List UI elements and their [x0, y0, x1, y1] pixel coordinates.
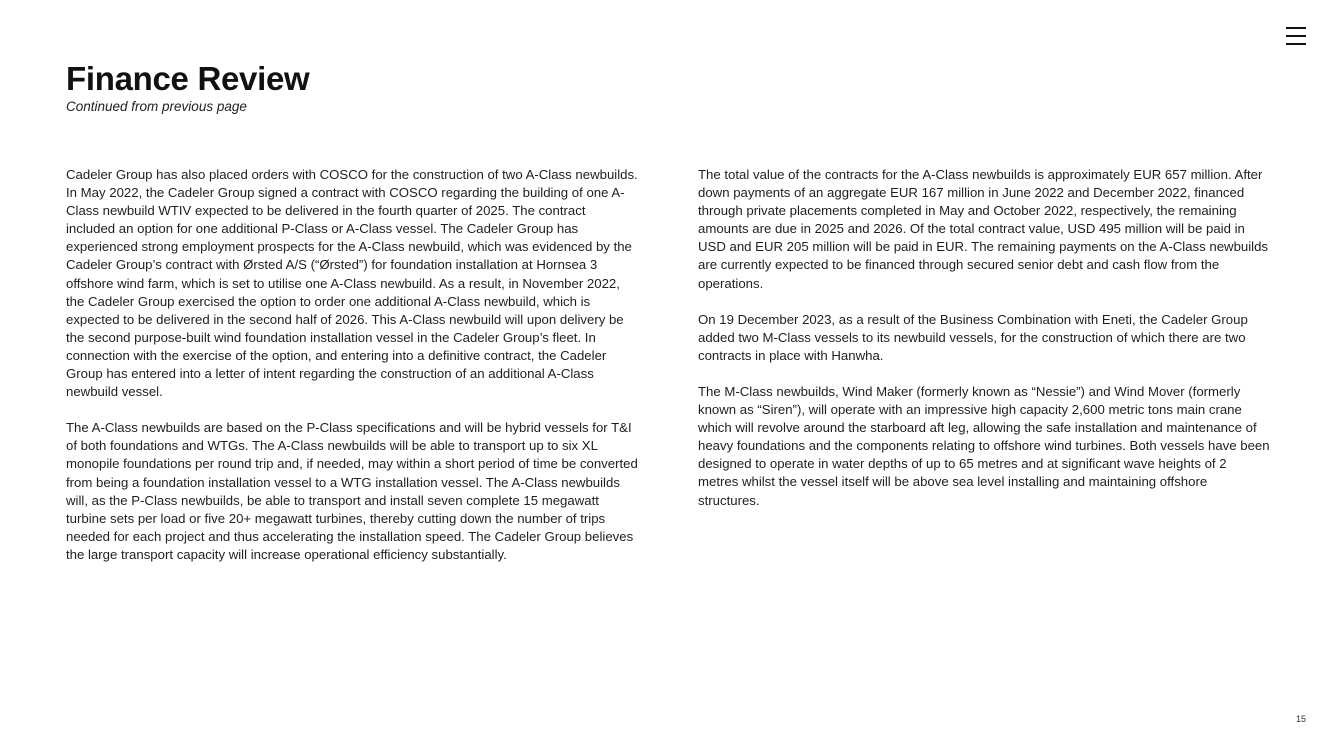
- right-column: [698, 166, 1270, 528]
- hamburger-menu-icon[interactable]: [1286, 27, 1306, 45]
- page-title: Finance Review: [66, 60, 310, 97]
- menu-line: [1286, 35, 1306, 37]
- page-subtitle: Continued from previous page: [66, 99, 247, 114]
- left-column: [66, 166, 638, 582]
- menu-line: [1286, 27, 1306, 29]
- menu-line: [1286, 43, 1306, 45]
- paragraph: The M-Class newbuilds, Wind Maker (formerly known as “Nessie”) and Wind Mover (formerly known as “Siren”), will operate with an impressive high capacity 2,600 metric tons main crane which will revolve around the starboard aft leg, allowing the safe installation and maintenance of heavy foundations and the components relating to offshore wind turbines. Both vessels have been designed to operate in water depths of up to 65 metres and at significant wave heights of 2 metres whilst the vessel itself will be above sea level installing and maintaining offshore structures.: [698, 383, 1270, 508]
- paragraph: On 19 December 2023, as a result of the Business Combination with Eneti, the Cadeler Group added two M-Class vessels to its newbuild vessels, for the construction of which there are two contracts in place with Hanwha.: [698, 311, 1248, 363]
- paragraph: Cadeler Group has also placed orders with COSCO for the construction of two A-Class newbuilds. In May 2022, the Cadeler Group signed a contract with COSCO regarding the building of one A-Class newbuild WTIV expected to be delivered in the fourth quarter of 2025. The contract included an option for one additional P-Class or A-Class vessel. The Cadeler Group has experienced strong employment prospects for the A-Class newbuild, which was evidenced by the Cadeler Group’s contract with Ørsted A/S (“Ørsted”) for foundation installation at Hornsea 3 offshore wind farm, which is set to utilise one A-Class newbuild. As a result, in November 2022, the Cadeler Group exercised the option to order one additional A-Class newbuild, which is expected to be delivered in the second half of 2026. This A-Class newbuild will upon delivery be the second purpose-built wind foundation installation vessel in the Cadeler Group’s fleet. In connection with the exercise of the option, and entering into a definitive contract, the Cadeler Group has entered into a letter of intent regarding the construction of an additional A-Class newbuild vessel.: [66, 167, 638, 400]
- paragraph: The A-Class newbuilds are based on the P-Class specifications and will be hybrid vessels for T&I of both foundations and WTGs. The A-Class newbuilds will be able to transport up to six XL monopile foundations per round trip and, if needed, may within a short period of time be converted from being a foundation installation vessel to a WTG installation vessel. The A-Class newbuilds will, as the P-Class newbuilds, be able to transport and install seven complete 15 megawatt turbine sets per load or five 20+ megawatt turbines, thereby cutting down the number of trips needed for each project and thus accelerating the installation speed. The Cadeler Group believes the large transport capacity will increase operational efficiency substantially.: [66, 420, 638, 562]
- page-number: 15: [1296, 714, 1307, 724]
- paragraph: The total value of the contracts for the A-Class newbuilds is approximately EUR 657 million. After down payments of an aggregate EUR 167 million in June 2022 and December 2022, financed through private placements completed in May and October 2022, respectively, the remaining amounts are due in 2025 and 2026. Of the total contract value, USD 495 million will be paid in USD and EUR 205 million will be paid in EUR. The remaining payments on the A-Class newbuilds are currently expected to be financed through secured senior debt and cash flow from the operations.: [698, 167, 1269, 291]
